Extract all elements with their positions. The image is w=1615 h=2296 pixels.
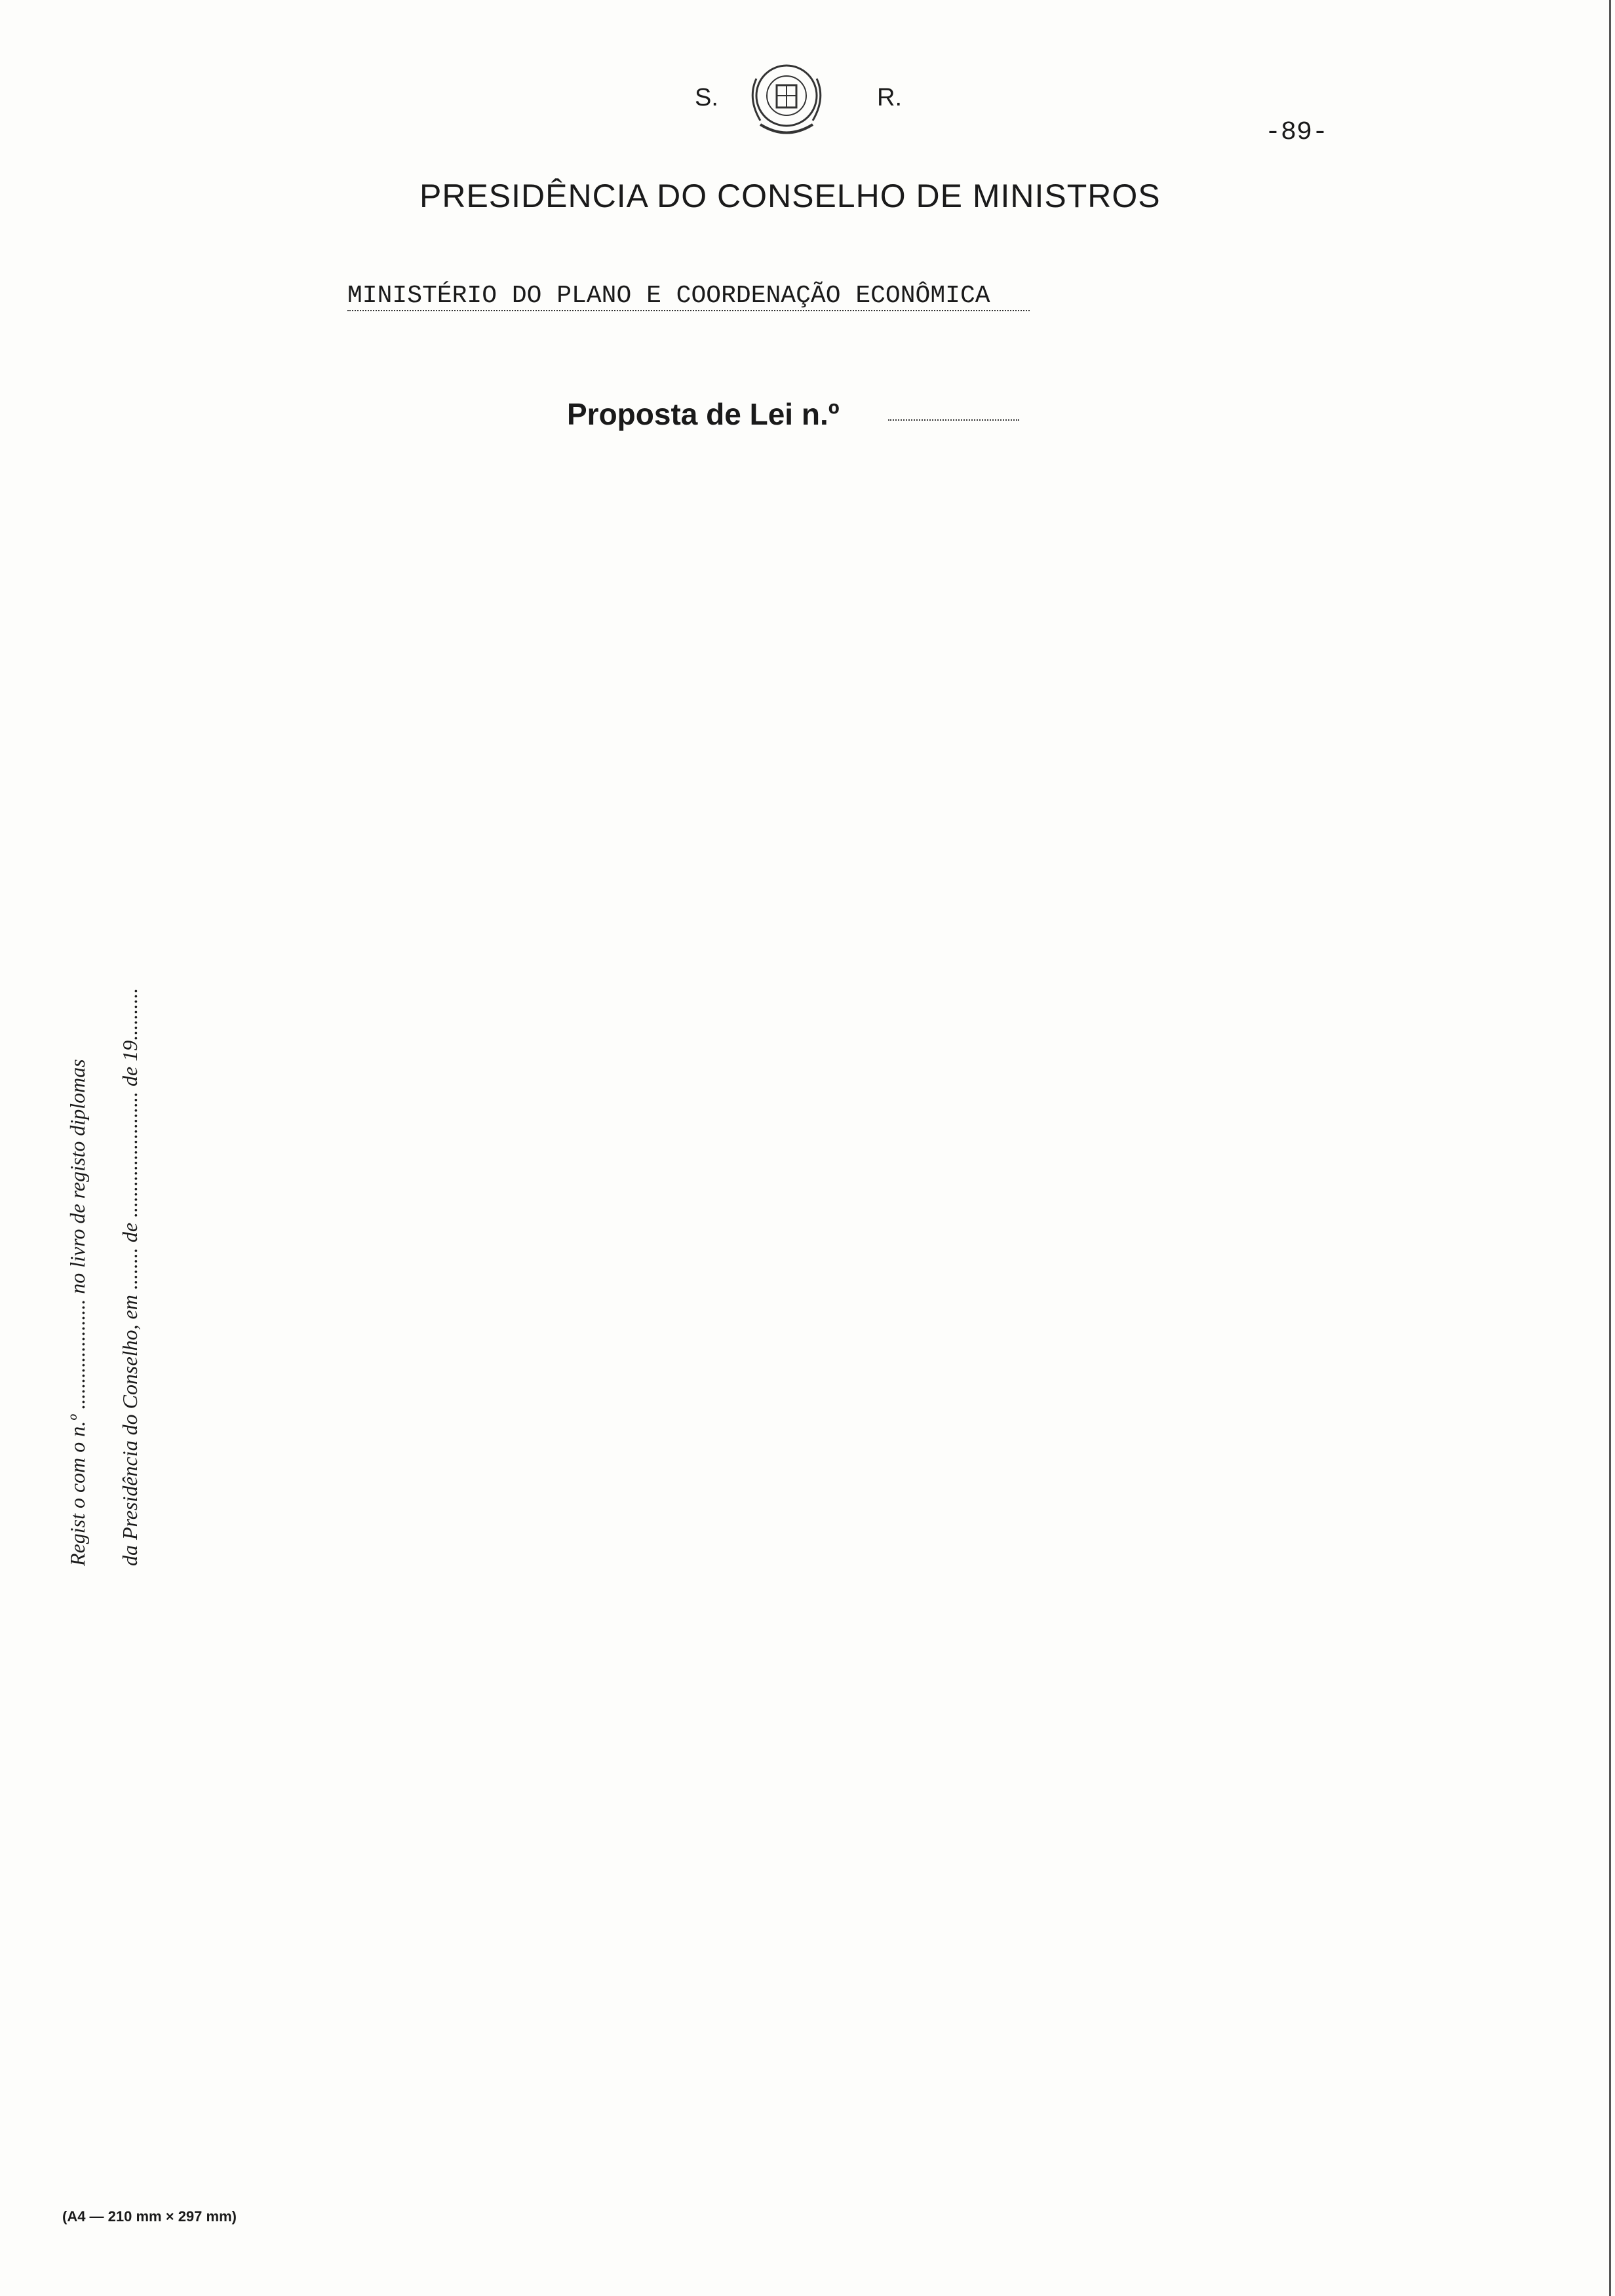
proposta-label: Proposta de Lei n.º <box>567 397 840 431</box>
coat-of-arms-seal <box>741 52 832 144</box>
register-line-1: Regist o com o n.º ..................... no livro de registo diplomas <box>66 1059 89 1566</box>
ministry-heading: MINISTÉRIO DO PLANO E COORDENAÇÃO ECONÔMICA <box>347 282 1030 311</box>
paper-format: (A4 — 210 mm × 297 mm) <box>62 2208 237 2225</box>
page-number: -89- <box>1265 118 1329 147</box>
page-edge <box>1609 0 1611 2296</box>
saldo-extra-columns <box>1475 315 1615 2293</box>
seal-letter-s: S. <box>695 84 718 111</box>
presidency-heading: PRESIDÊNCIA DO CONSELHO DE MINISTROS <box>419 178 1161 214</box>
seal-letter-r: R. <box>877 84 902 111</box>
proposta-fill-line <box>888 419 1019 421</box>
register-line-2: da Presidência do Conselho, em ........ de ........................ de 19.......... <box>118 987 142 1566</box>
